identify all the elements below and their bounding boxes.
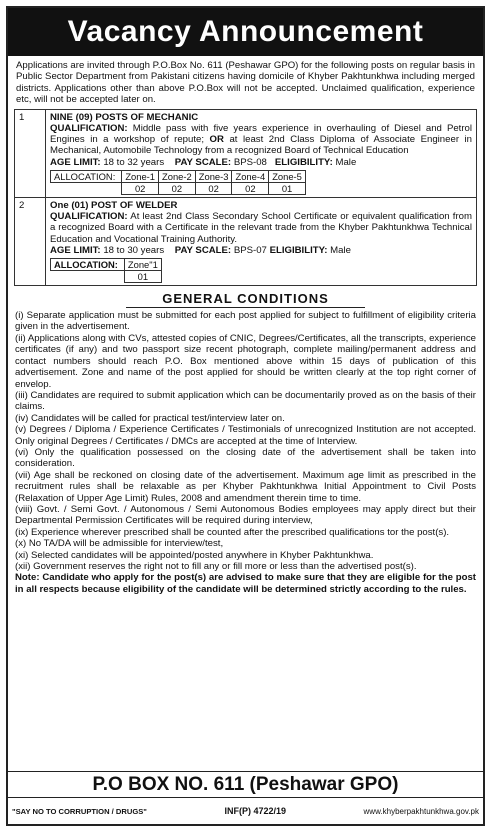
table-row — [15, 109, 477, 197]
zone-value: 02 — [159, 182, 196, 194]
condition-item: (x) No TA/DA will be admissible for interview/test, — [15, 538, 224, 550]
page-title: Vacancy Announcement — [8, 8, 483, 56]
conditions-list — [8, 310, 483, 595]
allocation-table — [50, 258, 162, 283]
zone-header: Zone-2 — [159, 170, 196, 182]
zone-header: Zone-5 — [269, 170, 306, 182]
allocation-table — [50, 170, 306, 195]
condition-item: (xii) Government reserves the right not to fill any or fill more or less than the advertised post(s). — [15, 561, 417, 572]
condition-item: (v) Degrees / Diploma / Experience Certificates / Testimonials of unrecognized Institution are not accepted. Only original Degrees / Certificates / DMCs are accepted at the time of Interview. — [15, 424, 476, 447]
condition-item: (iv) Candidates will be called for practical test/interview later on. — [15, 412, 285, 424]
age-pay-eligibility: AGE LIMIT: 18 to 32 years PAY SCALE: BPS-08 ELIGIBILITY: Male — [50, 156, 357, 168]
post-details — [46, 109, 477, 197]
zone-value: 02 — [232, 182, 269, 194]
zone-value: 01 — [269, 182, 306, 194]
qualification-text: QUALIFICATION: At least 2nd Class Secondary School Certificate or equivalent qualification from a recognized Board with a Certificate in the relevant trade from the Khyber Pakhtunkhwa Technical Education and Vocational Training Authority. — [50, 210, 472, 245]
zone-header: Zone"1 — [124, 259, 161, 271]
reference-number: INF(P) 4722/19 — [224, 806, 286, 816]
intro-paragraph: Applications are invited through P.O.Box No. 611 (Peshawar GPO) for the following posts on regular basis in Public Sector Department from Pakistani citizens having domicile of Khyber Pakhtunkhwa including merged districts. Applications other than above P.O.Box will not be accepted. Unclaimed qualification, experience etc, will not be accepted later on. — [16, 60, 475, 106]
condition-item: (i) Separate application must be submitted for each post applied for subject to fulfillment of eligibility criteria given in the advertisement. — [15, 310, 476, 333]
condition-item: (vi) Only the qualification possessed on the closing date of the advertisement shall be taken into consideration. — [15, 446, 476, 470]
condition-item: (viii) Govt. / Semi Govt. / Autonomous / Semi Autonomous Bodies employees may apply direct but their Departmental Permission Certificates will be required during interview, — [15, 503, 476, 527]
post-title: NINE (09) POSTS OF MECHANIC — [50, 111, 199, 123]
condition-item: (ii) Applications along with CVs, attested copies of CNIC, Degrees/Certificates, all the transcripts, experience certificates (if any) and two passport size recent photograph, complete mailing/permanent address and contact numbers should reach P.O. Box mentioned above within 15 days of publication of this advertisement. Zone and name of the post applied for should be written clearly at the top right corner of envelop. — [15, 332, 476, 390]
qualification-text: QUALIFICATION: Middle pass with five years experience in overhauling of Diesel and Petrol Engines in a workshop of repute; OR at least 2nd Class Diploma of Associate Engineer in Mechanical, Automobile Technology from a recognized Board of Technical Education — [50, 122, 473, 157]
posts-table — [14, 109, 477, 286]
slogan-text: "SAY NO TO CORRUPTION / DRUGS" — [12, 806, 147, 816]
website-text: www.khyberpakhtunkhwa.gov.pk — [363, 806, 479, 816]
post-number: 1 — [15, 109, 46, 197]
footer-bar — [8, 797, 483, 824]
allocation-label: ALLOCATION: — [51, 259, 125, 271]
zone-value: 01 — [124, 271, 161, 283]
zone-header: Zone-3 — [195, 170, 232, 182]
po-box-banner: P.O BOX NO. 611 (Peshawar GPO) — [8, 771, 483, 796]
zone-header: Zone-1 — [122, 170, 159, 182]
condition-item: (xi) Selected candidates will be appointed/posted anywhere in Khyber Pakhtunkhwa. — [15, 549, 374, 561]
age-pay-eligibility: AGE LIMIT: 18 to 30 years PAY SCALE: BPS-07 ELIGIBILITY: Male — [50, 245, 351, 257]
allocation-label: ALLOCATION: — [51, 170, 122, 182]
note-text: Note: Candidate who apply for the post(s) are advised to make sure that they are eligible for the post in all respects because eligibility of the candidate will be determined strictly according to the rules. — [15, 572, 476, 595]
table-row — [15, 197, 477, 285]
vacancy-advertisement — [6, 6, 485, 826]
post-details — [46, 197, 477, 285]
general-conditions-heading: GENERAL CONDITIONS — [126, 291, 365, 308]
condition-item: (iii) Candidates are required to submit application which can be documentarily proved as on the basis of their claims. — [15, 389, 476, 413]
zone-value: 02 — [122, 182, 159, 194]
zone-value: 02 — [195, 182, 232, 194]
post-number: 2 — [15, 197, 46, 285]
condition-item: (vii) Age shall be reckoned on closing date of the advertisement. Maximum age limit as prescribed in the recruitment rules shall be relaxable as per Khyber Pakhtunkhwa Initial Appointment to Civil Posts (Relaxation of Upper Age Limit) Rules, 2008 and amendment therein time to time. — [15, 469, 476, 504]
condition-item: (ix) Experience wherever prescribed shall be counted after the prescribed qualifications tor the post(s). — [15, 526, 450, 538]
post-title: One (01) POST OF WELDER — [50, 199, 178, 211]
zone-header: Zone-4 — [232, 170, 269, 182]
